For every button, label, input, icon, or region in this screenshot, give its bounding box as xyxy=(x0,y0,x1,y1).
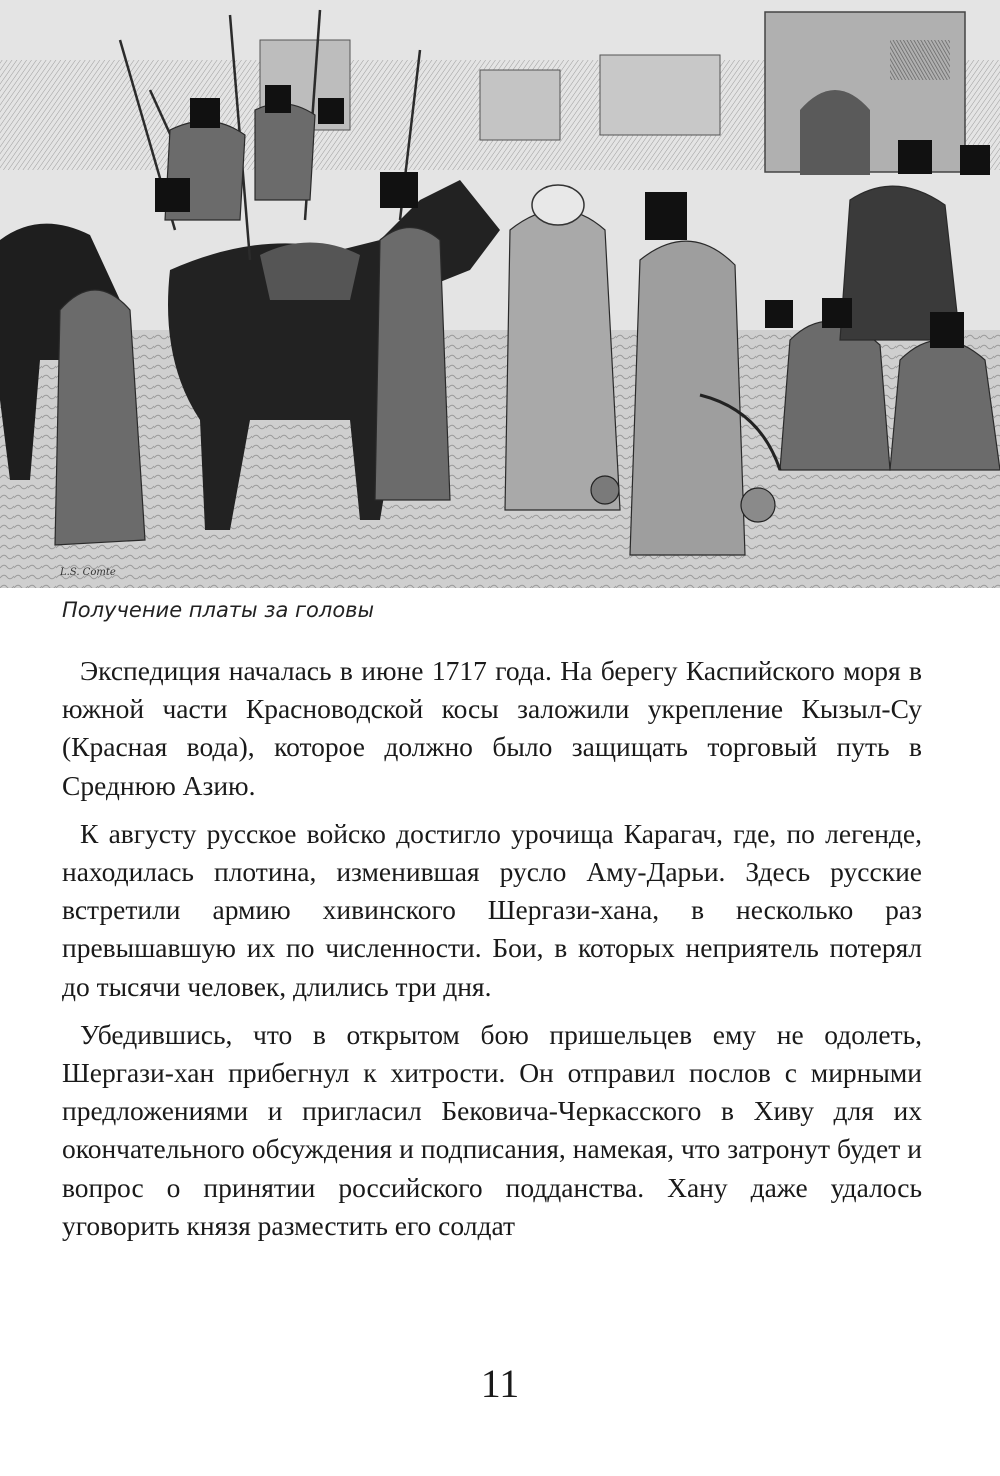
paragraph-2: К августу русское войско достигло урочища Карагач, где, по легенде, находилась плотина, изменившая русло Аму-Дарьи. Здесь русские встретили армию хивинского Шергази-хана, в несколько раз превышавшую их по численности. Бои, в которых неприятель потерял до тысячи человек, длились три дня. xyxy=(62,817,922,1002)
page-number: 11 xyxy=(480,1361,520,1406)
engraving-image xyxy=(0,0,1000,588)
body-text xyxy=(62,652,922,1255)
paragraph-1: Экспедиция началась в июне 1717 года. На берегу Каспийского моря в южной части Красноводской косы заложили укрепление Кызыл-Су (Красная вода), которое должно было защищать торговый путь в Среднюю Азию. xyxy=(62,655,922,801)
engraving-illustration xyxy=(0,0,1000,588)
engraver-signature: L.S. Comte xyxy=(60,567,116,578)
image-caption: Получение платы за головы xyxy=(62,598,375,622)
paragraph-3: Убедившись, что в открытом бою пришельцев ему не одолеть, Шергази-хан прибегнул к хитрости. Он отправил послов с мирными предложениями и пригласил Бековича-Черкасского в Хиву для их окончательного обсуждения и подписания, намекая, что затронут будет и вопрос о принятии российского подданства. Хану даже удалось уговорить князя разместить его солдат xyxy=(62,1018,922,1241)
